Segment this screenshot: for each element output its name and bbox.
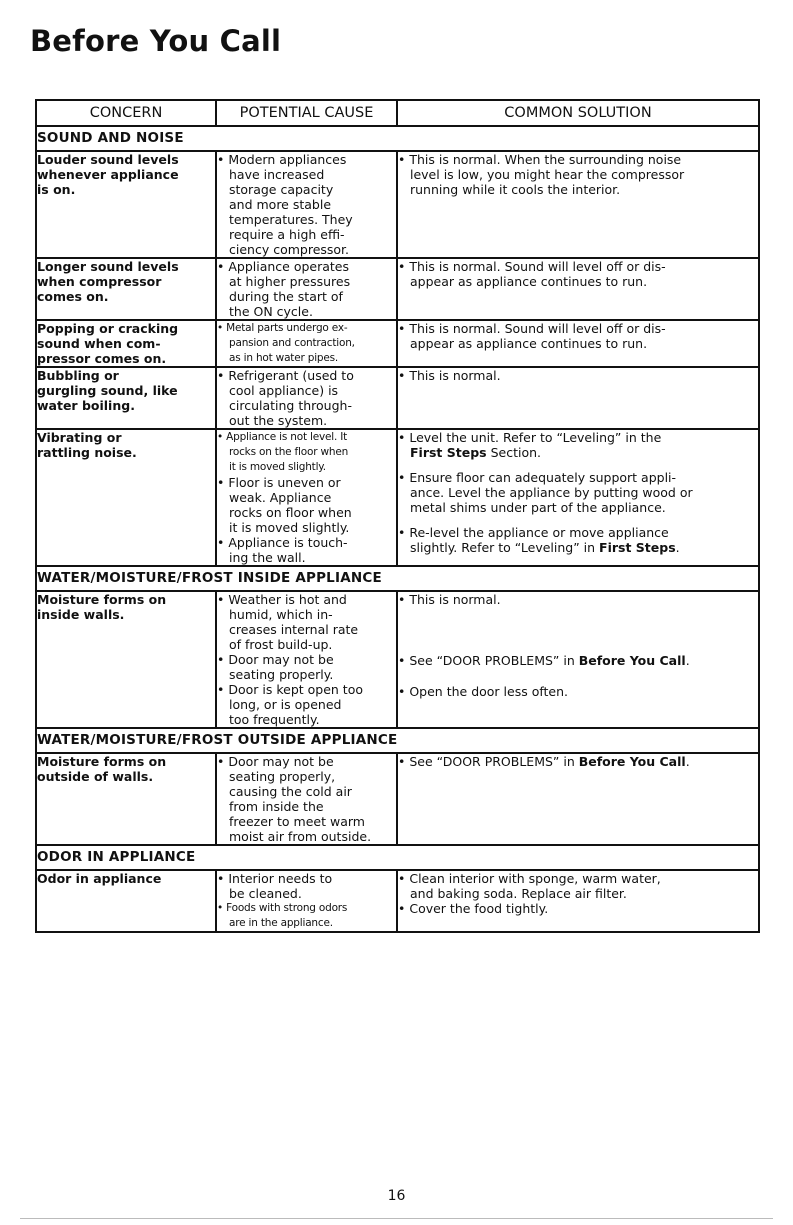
page-title: Before You Call	[30, 24, 282, 58]
solution-cell	[397, 591, 759, 728]
solution-item	[398, 470, 758, 515]
column-header-concern: CONCERN	[36, 100, 216, 126]
solution-cell	[397, 367, 759, 429]
cause-item: • Door is kept open too long, or is opened too frequently.	[217, 682, 363, 727]
table-row	[36, 591, 759, 728]
solution-item	[398, 430, 758, 460]
solution-text: .	[675, 540, 680, 555]
cause-cell	[216, 367, 397, 429]
solution-text: • Re-level the appliance or move appliance slightly. Refer to “Leveling” in	[398, 525, 669, 555]
column-header-common-solution: COMMON SOLUTION	[397, 100, 759, 126]
cause-item: • Appliance is not level. It rocks on the floor when it is moved slightly.	[217, 431, 349, 473]
concern-text: Vibrating or rattling noise.	[37, 430, 137, 460]
table-row	[36, 320, 759, 367]
concern-cell	[36, 429, 216, 566]
concern-text: Longer sound levels when compressor comes on.	[37, 259, 179, 304]
concern-cell	[36, 258, 216, 320]
header-row	[36, 100, 759, 126]
concern-cell	[36, 591, 216, 728]
section-title: WATER/MOISTURE/FROST INSIDE APPLIANCE	[36, 566, 759, 591]
solution-bold-ref: Before You Call	[578, 754, 686, 769]
cause-cell	[216, 258, 397, 320]
column-header-potential-cause: POTENTIAL CAUSE	[216, 100, 397, 126]
table-row	[36, 367, 759, 429]
concern-cell	[36, 753, 216, 845]
solution-item	[398, 901, 758, 916]
cause-cell	[216, 753, 397, 845]
section-sound-and-noise	[36, 126, 759, 566]
cause-item: • Floor is uneven or weak. Appliance rocks on floor when it is moved slightly.	[217, 475, 352, 535]
solution-text: • See “DOOR PROBLEMS” in	[398, 653, 579, 668]
cause-cell	[216, 870, 397, 932]
solution-text: .	[685, 653, 690, 668]
solution-cell	[397, 258, 759, 320]
concern-text: Popping or cracking sound when com- pressor comes on.	[37, 321, 179, 366]
solution-bold-ref: First Steps	[410, 445, 487, 460]
solution-cell	[397, 870, 759, 932]
cause-item: • Door may not be seating properly.	[217, 652, 334, 682]
concern-cell	[36, 870, 216, 932]
solution-item: • This is normal. When the surrounding noise level is low, you might hear the compressor running while it cools the interior.	[398, 152, 685, 197]
section-odor	[36, 845, 759, 932]
solution-text: • Ensure floor can adequately support appli- ance. Level the appliance by putting wood or metal shims under part of the appliance.	[398, 470, 693, 515]
cause-item: • Refrigerant (used to cool appliance) is circulating through- out the system.	[217, 368, 354, 428]
solution-item: • This is normal. Sound will level off or dis- appear as appliance continues to run.	[398, 259, 666, 289]
solution-text: • Clean interior with sponge, warm water, and baking soda. Replace air filter.	[398, 871, 661, 901]
cause-item: • Weather is hot and humid, which in- creases internal rate of frost build-up.	[217, 592, 359, 652]
table-row	[36, 151, 759, 258]
concern-text: Louder sound levels whenever appliance is on.	[37, 152, 179, 197]
cause-item: • Appliance operates at higher pressures during the start of the ON cycle.	[217, 259, 351, 319]
concern-cell	[36, 367, 216, 429]
concern-text: Moisture forms on outside of walls.	[37, 754, 167, 784]
solution-item	[398, 592, 758, 607]
solution-cell	[397, 151, 759, 258]
solution-bold-ref: First Steps	[599, 540, 676, 555]
cause-item: • Door may not be seating properly, causing the cold air from inside the freezer to meet warm moist air from outside.	[217, 754, 372, 844]
cause-cell	[216, 429, 397, 566]
solution-item	[398, 871, 758, 901]
concern-cell	[36, 320, 216, 367]
cause-item: • Foods with strong odors are in the appliance.	[217, 902, 348, 929]
cause-cell	[216, 591, 397, 728]
cause-item: • Metal parts undergo ex- pansion and contraction, as in hot water pipes.	[217, 322, 355, 364]
solution-item	[398, 525, 758, 555]
solution-text: Section.	[486, 445, 541, 460]
solution-item	[398, 684, 758, 699]
bottom-rule	[20, 1218, 773, 1219]
table-row	[36, 870, 759, 932]
table-row	[36, 429, 759, 566]
section-moisture-inside	[36, 566, 759, 728]
solution-text: .	[685, 754, 690, 769]
solution-bold-ref: Before You Call	[578, 653, 686, 668]
solution-item	[398, 754, 758, 769]
section-title: WATER/MOISTURE/FROST OUTSIDE APPLIANCE	[36, 728, 759, 753]
section-title: ODOR IN APPLIANCE	[36, 845, 759, 870]
cause-item: • Interior needs to be cleaned.	[217, 871, 333, 901]
troubleshooting-table	[35, 99, 760, 933]
concern-text: Bubbling or gurgling sound, like water boiling.	[37, 368, 178, 413]
cause-cell	[216, 320, 397, 367]
solution-text: • Open the door less often.	[398, 684, 569, 699]
table-row	[36, 258, 759, 320]
solution-item: • This is normal.	[398, 368, 501, 383]
solution-text: • Level the unit. Refer to “Leveling” in the	[398, 430, 662, 445]
concern-text: Moisture forms on inside walls.	[37, 592, 167, 622]
solution-item: • This is normal. Sound will level off or dis- appear as appliance continues to run.	[398, 321, 666, 351]
solution-item	[398, 653, 758, 668]
solution-cell	[397, 320, 759, 367]
table-row	[36, 753, 759, 845]
cause-item: • Modern appliances have increased storage capacity and more stable temperatures. They require a high effi- ciency compressor.	[217, 152, 353, 257]
solution-text: • Cover the food tightly.	[398, 901, 549, 916]
cause-item: • Appliance is touch- ing the wall.	[217, 535, 348, 565]
concern-text: Odor in appliance	[37, 871, 162, 886]
solution-text: • This is normal.	[398, 592, 501, 607]
solution-cell	[397, 429, 759, 566]
page-number: 16	[387, 1188, 406, 1204]
solution-cell	[397, 753, 759, 845]
concern-cell	[36, 151, 216, 258]
section-title: SOUND AND NOISE	[36, 126, 759, 151]
cause-cell	[216, 151, 397, 258]
section-moisture-outside	[36, 728, 759, 845]
solution-text: • See “DOOR PROBLEMS” in	[398, 754, 579, 769]
